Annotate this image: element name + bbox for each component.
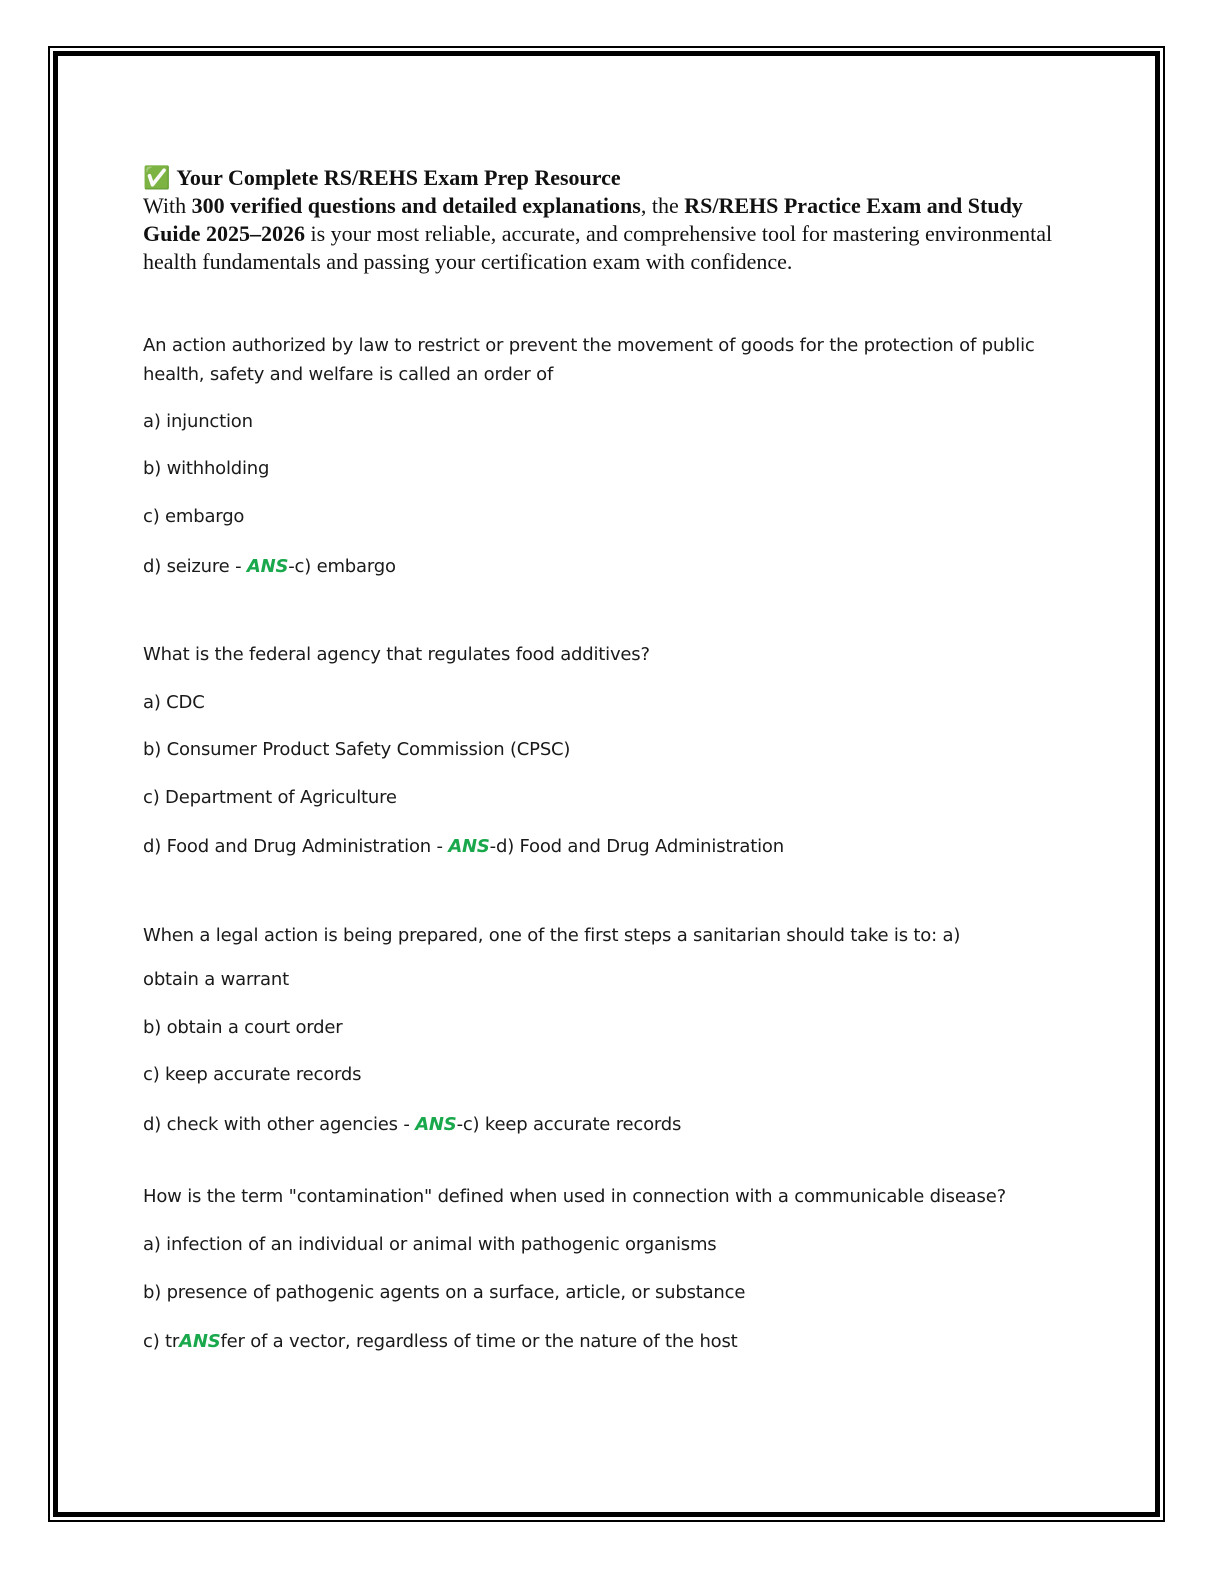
question-4-stem: How is the term "contamination" defined when used in connection with a communicable disease? — [143, 1186, 1006, 1207]
question-1-stem: An action authorized by law to restrict or prevent the movement of goods for the protection of public health, safety and welfare is called an order of — [143, 335, 1035, 385]
question-1-option-d: d) seizure - ANS-c) embargo — [143, 556, 396, 577]
question-3-option-a: obtain a warrant — [143, 969, 289, 990]
answer-label: ANS — [179, 1331, 221, 1352]
question-1-option-a: a) injunction — [143, 411, 253, 432]
question-3-option-b: b) obtain a court order — [143, 1017, 343, 1038]
answer-label: ANS — [246, 556, 289, 577]
answer-label: ANS — [448, 836, 490, 857]
question-3-stem: When a legal action is being prepared, one of the first steps a sanitarian should take is to: a) — [143, 925, 961, 946]
question-1-option-c: c) embargo — [143, 506, 245, 527]
check-icon: ✅ — [143, 165, 171, 190]
question-2-stem: What is the federal agency that regulates food additives? — [143, 644, 650, 665]
question-3-option-c: c) keep accurate records — [143, 1064, 362, 1085]
question-1-option-b: b) withholding — [143, 458, 270, 479]
question-2-option-c: c) Department of Agriculture — [143, 787, 397, 808]
question-2-option-a: a) CDC — [143, 692, 205, 713]
intro-heading: ✅ Your Complete RS/REHS Exam Prep Resource — [143, 165, 621, 190]
question-3-option-d: d) check with other agencies - ANS-c) keep accurate records — [143, 1114, 682, 1135]
question-4-option-c: c) trANSfer of a vector, regardless of time or the nature of the host — [143, 1331, 738, 1352]
answer-label: ANS — [415, 1114, 457, 1135]
question-2-option-d: d) Food and Drug Administration - ANS-d) Food and Drug Administration — [143, 836, 784, 857]
intro-block — [143, 164, 1063, 276]
question-4-option-b: b) presence of pathogenic agents on a surface, article, or substance — [143, 1282, 746, 1303]
question-4-option-a: a) infection of an individual or animal with pathogenic organisms — [143, 1234, 717, 1255]
question-2-option-b: b) Consumer Product Safety Commission (CPSC) — [143, 739, 571, 760]
intro-paragraph: With 300 verified questions and detailed explanations, the RS/REHS Practice Exam and Study Guide 2025–2026 is your most reliable, accurate, and comprehensive tool for mastering environmental health fundamentals and passing your certification exam with confidence. — [143, 193, 1053, 274]
